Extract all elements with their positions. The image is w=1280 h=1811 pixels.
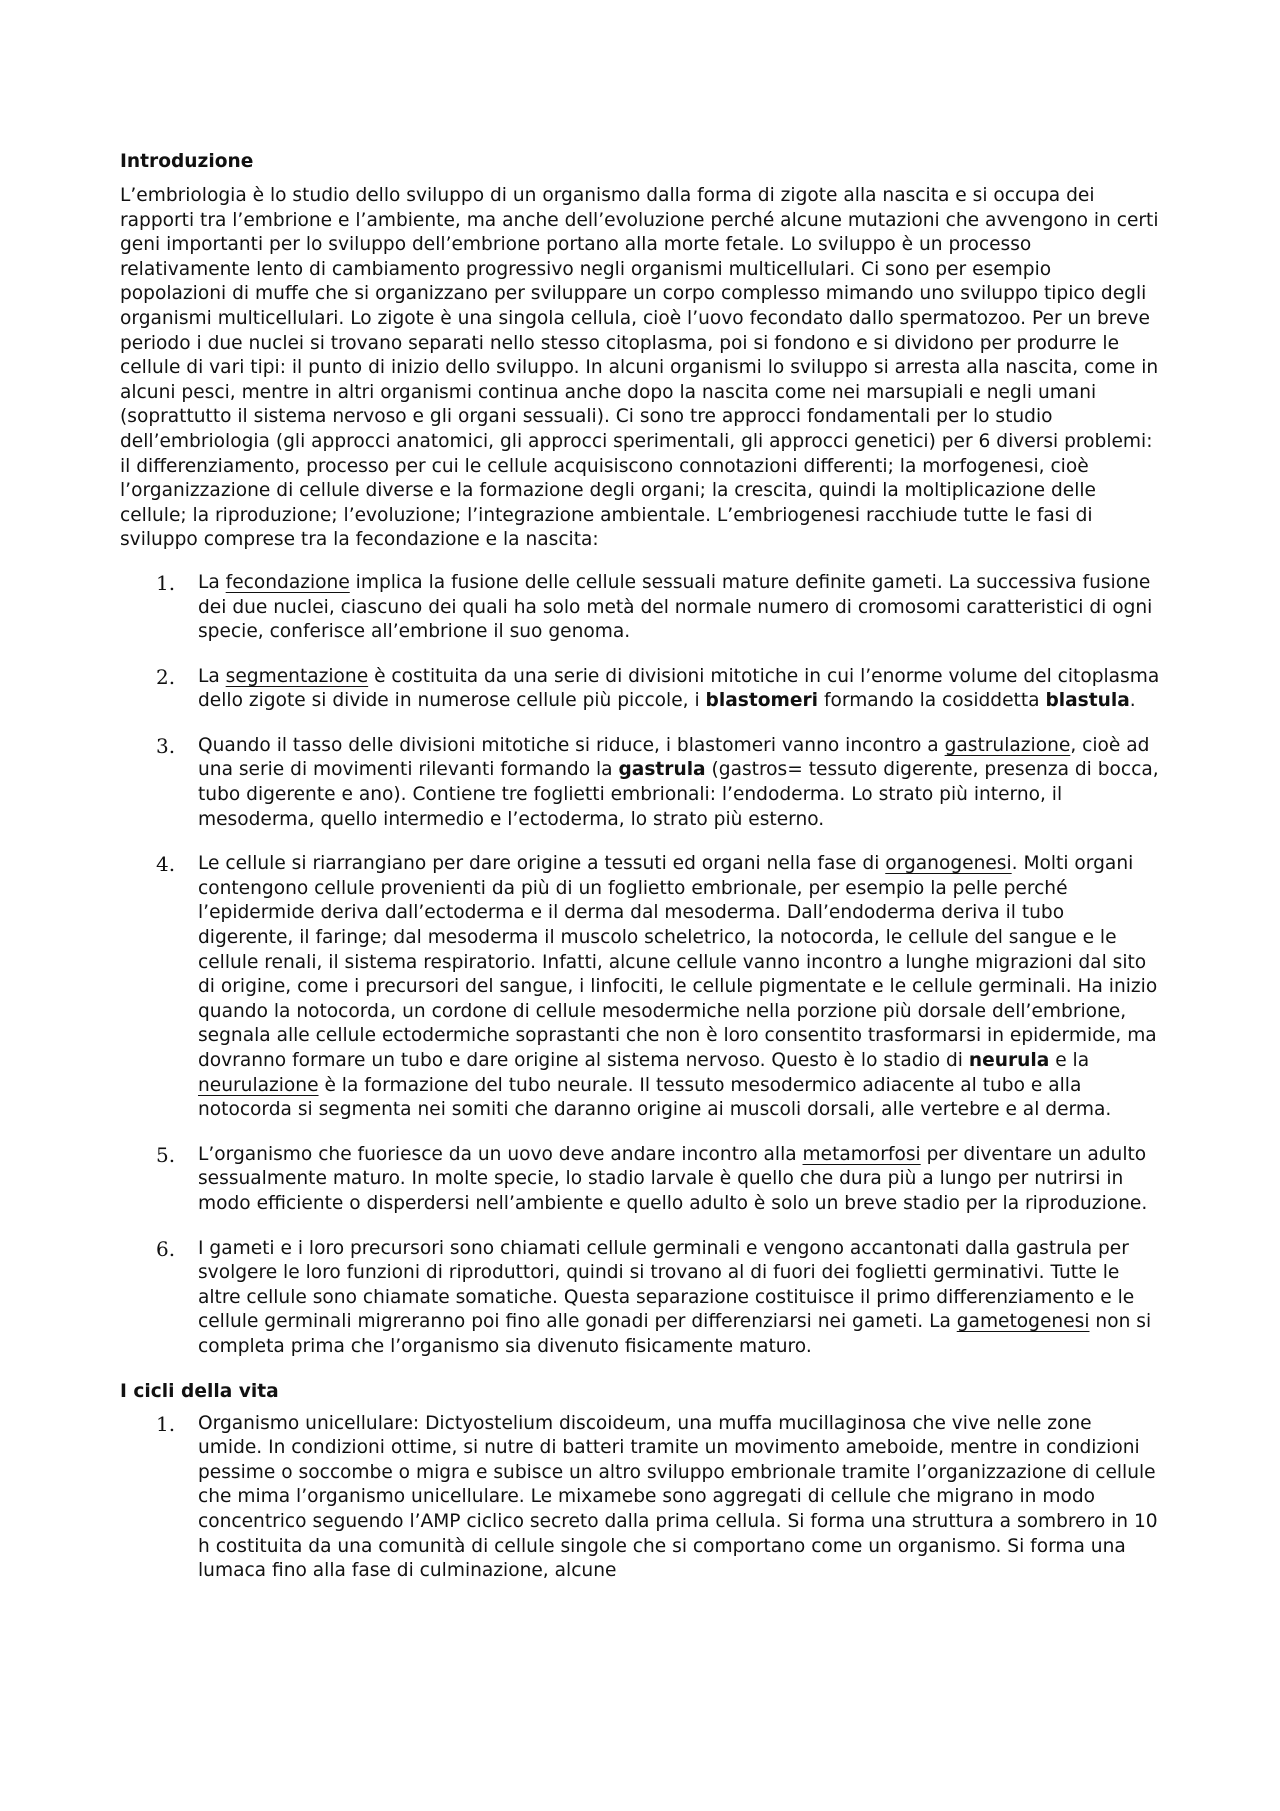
list-number: 1. [156,1411,176,1436]
embryogenesis-stages-list [120,571,1160,1360]
life-cycles-list [120,1412,1160,1584]
list-item-fecondazione [120,571,1160,645]
text: Quando il tasso delle divisioni mitotiche si riduce, i blastomeri vanno incontro a [198,734,945,756]
section-heading-introduzione: Introduzione [120,151,254,172]
list-item-metamorfosi [120,1143,1160,1217]
list-number: 1. [156,570,176,595]
term-gastrulazione: gastrulazione [944,734,1071,756]
text: . Molti organi contengono cellule provenienti da più di un foglietto embrionale, per esempio la pelle perché l’epidermide deriva dall’ectoderma e il derma dal mesoderma. Dall’endoderma deriva il tubo digerente, il faringe; dal mesoderma il muscolo scheletrico, la notocorda, le cellule del sangue e le cellule renali, il sistema respiratorio. Infatti, alcune cellule vanno incontro a lunghe migrazioni dal sito di origine, come i precursori del sangue, i linfociti, le cellule pigmentate e le cellule germinali. Ha inizio quando la notocorda, un cordone di cellule mesodermiche nella porzione più dorsale dell’embrione, segnala alle cellule ectodermiche soprastanti che non è loro consentito trasformarsi in epidermide, ma dovranno formare un tubo e dare origine al sistema nervoso. Questo è lo stadio di [198,853,1158,1071]
text: Le cellule si riarrangiano per dare origine a tessuti ed organi nella fase di [198,853,886,875]
list-number: 2. [156,664,176,689]
term-neurulazione: neurulazione [198,1074,319,1096]
text: I gameti e i loro precursori sono chiamati cellule germinali e vengono accantonati dalla gastrula per svolgere le loro funzioni di riproduttori, quindi si trovano al di fuori dei foglietti germinativi. Tutte le altre cellule sono chiamate somatiche. Questa separazione costituisce il primo differenziamento e le cellule germinali migreranno poi fino alle gonadi per differenziarsi nei gameti. La [198,1237,1135,1333]
text: La [198,665,226,687]
bold-blastomeri: blastomeri [705,690,819,712]
section-heading-cicli-della-vita: I cicli della vita [120,1380,279,1402]
text: è la formazione del tubo neurale. Il tessuto mesodermico adiacente al tubo e alla notocorda si segmenta nei somiti che daranno origine ai muscoli dorsali, alle vertebre e al derma. [198,1074,1112,1121]
list-item-organogenesi [120,852,1160,1123]
text: e la [1049,1050,1090,1071]
text: . [1129,690,1136,712]
text: formando la cosiddetta [818,690,1046,712]
bold-blastula: blastula [1045,690,1130,712]
list-number: 5. [156,1142,176,1167]
list-item-gametogenesi [120,1237,1160,1360]
list-item-organismo-unicellulare [120,1412,1160,1584]
list-number: 4. [156,852,176,877]
intro-paragraph: L’embriologia è lo studio dello sviluppo di un organismo dalla forma di zigote alla nascita e si occupa dei rapporti tra l’embrione e l’ambiente, ma anche dell’evoluzione perché alcune mutazioni che avvengono in certi geni importanti per lo sviluppo dell’embrione portano alla morte fetale. Lo sviluppo è un processo relativamente lento di cambiamento progressivo negli organismi multicellulari. Ci sono per esempio popolazioni di muffe che si organizzano per sviluppare un corpo complesso mimando uno sviluppo tipico degli organismi multicellulari. Lo zigote è una singola cellula, cioè l’uovo fecondato dallo spermatozoo. Per un breve periodo i due nuclei si trovano separati nello stesso citoplasma, poi si fondono e si dividono per produrre le cellule di vari tipi: il punto di inizio dello sviluppo. In alcuni organismi lo sviluppo si arresta alla nascita, come in alcuni pesci, mentre in altri organismi continua anche dopo la nascita come nei marsupiali e negli umani (soprattutto il sistema nervoso e gli organi sessuali). Ci sono tre approcci fondamentali per lo studio dell’embriologia (gli approcci anatomici, gli approcci sperimentali, gli approcci genetici) per 6 diversi problemi: il differenziamento, processo per cui le cellule acquisiscono connotazioni differenti; la morfogenesi, cioè l’organizzazione di cellule diverse e la formazione degli organi; la crescita, quindi la moltiplicazione delle cellule; la riproduzione; l’evoluzione; l’integrazione ambientale. L’embriogenesi racchiude tutte le fasi di sviluppo comprese tra la fecondazione e la nascita: [120,185,1159,551]
text: (gastros= tessuto digerente, presenza di bocca, tubo digerente e ano). Contiene tre foglietti embrionali: l’endoderma. Lo strato più interno, il mesoderma, quello intermedio e l’ectoderma, lo strato più esterno. [198,759,1159,830]
text: non si completa prima che l’organismo sia divenuto fisicamente maturo. [198,1311,1152,1357]
text: implica la fusione delle cellule sessuali mature definite gameti. La successiva fusione dei due nuclei, ciascuno dei quali ha solo metà del normale numero di cromosomi caratteristici di ogni specie, conferisce all’embrione il suo genoma. [198,571,1153,643]
list-number: 3. [156,733,176,758]
list-item-segmentazione [120,665,1160,714]
term-organogenesi: organogenesi [885,853,1012,875]
term-fecondazione: fecondazione [225,571,350,593]
text: è costituita da una serie di divisioni mitotiche in cui l’enorme volume del citoplasma dello zigote si divide in numerose cellule più piccole, i [198,665,1160,712]
bold-neurula: neurula [968,1050,1050,1071]
document-page [120,150,1160,1584]
text: Organismo unicellulare: Dictyostelium discoideum, una muffa mucillaginosa che vive nelle zone umide. In condizioni ottime, si nutre di batteri tramite un movimento ameboide, mentre in condizioni pessime o soccombe o migra e subisce un altro sviluppo embrionale tramite l’organizzazione di cellule che mima l’organismo unicellulare. Le mixamebe sono aggregati di cellule che migrano in modo concentrico seguendo l’AMP ciclico secreto dalla prima cellula. Si forma una struttura a sombrero in 10 h costituita da una comunità di cellule singole che si comportano come un organismo. Si forma una lumaca fino alla fase di culminazione, alcune [198,1412,1158,1582]
term-gametogenesi: gametogenesi [956,1311,1090,1333]
list-item-gastrulazione [120,734,1160,832]
term-segmentazione: segmentazione [225,665,369,687]
text: per diventare un adulto sessualmente maturo. In molte specie, lo stadio larvale è quello che dura più a lungo per nutrirsi in modo efficiente o disperdersi nell’ambiente e quello adulto è solo un breve stadio per la riproduzione. [198,1143,1148,1214]
text: L’organismo che fuoriesce da un uovo deve andare incontro alla [198,1143,803,1165]
text: , cioè ad una serie di movimenti rilevanti formando la [198,734,1150,781]
term-metamorfosi: metamorfosi [802,1143,921,1165]
bold-gastrula: gastrula [618,759,706,781]
list-number: 6. [156,1236,176,1261]
text: La [198,571,226,593]
